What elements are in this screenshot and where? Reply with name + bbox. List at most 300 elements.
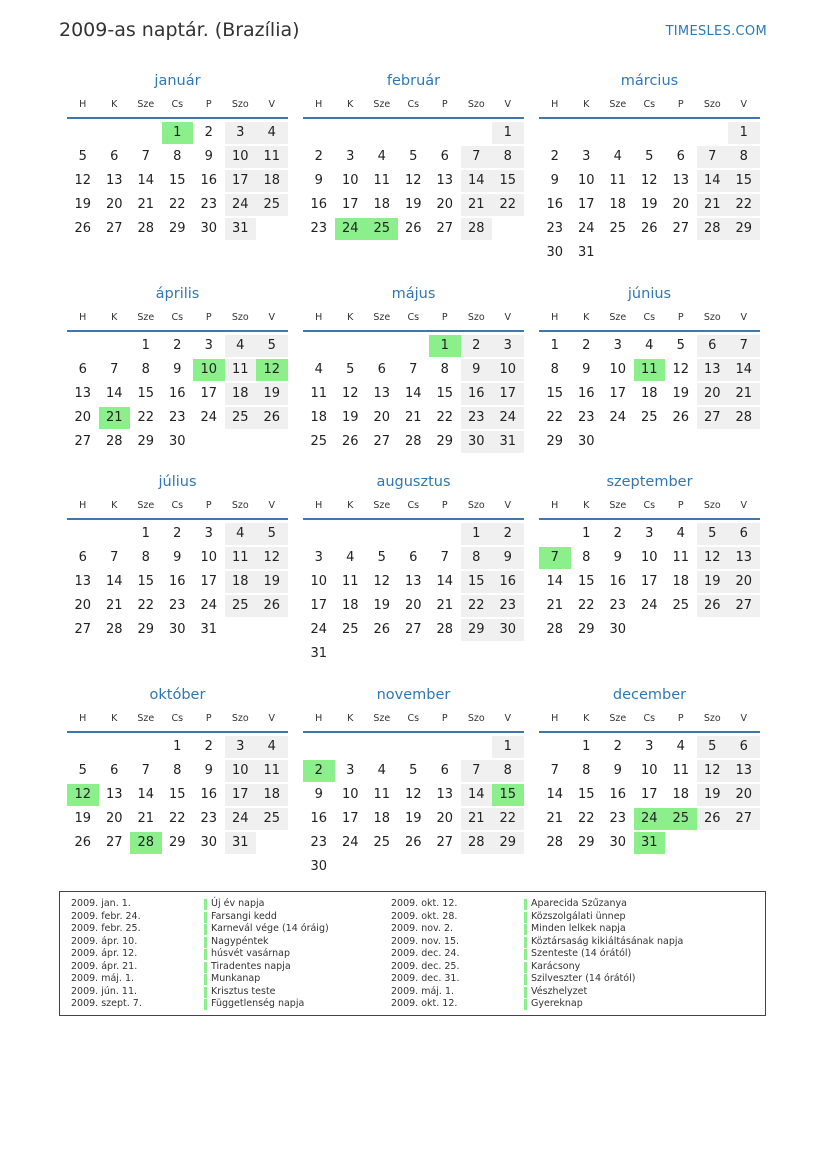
header-rule (539, 330, 760, 332)
weekday-label: K (111, 99, 118, 110)
weekday-label: H (315, 99, 323, 110)
weekday-label: Sze (373, 312, 391, 323)
day-cell: 4 (645, 338, 654, 353)
legend-marker (524, 987, 527, 998)
day-cell: 17 (225, 170, 257, 192)
legend-marker (524, 949, 527, 960)
day-cell: 4 (256, 736, 288, 758)
weekday-header (303, 713, 524, 727)
day-cell: 29 (436, 434, 454, 449)
weekday-label: Szo (467, 713, 485, 724)
weekday-label: V (740, 99, 747, 110)
day-cell: 22 (436, 410, 454, 425)
weekday-label: P (441, 713, 448, 724)
weekday-label: Cs (643, 99, 656, 110)
day-cell: 22 (168, 197, 186, 212)
weekday-label: P (205, 713, 212, 724)
day-cell: 3 (492, 335, 524, 357)
day-cell: 23 (310, 221, 328, 236)
day-cell: 10 (577, 173, 595, 188)
weekday-label: H (79, 713, 87, 724)
legend-marker (524, 937, 527, 948)
day-cell: 28 (404, 434, 422, 449)
day-cell: 10 (341, 173, 359, 188)
legend-date: 2009. dec. 24. (391, 948, 460, 959)
holiday-day-cell: 10 (193, 359, 225, 381)
weekday-label: K (111, 713, 118, 724)
day-cell: 12 (640, 173, 658, 188)
day-cell: 13 (728, 760, 760, 782)
weekday-label: V (268, 500, 275, 511)
legend-name: Vészhelyzet (531, 985, 588, 997)
day-cell: 14 (436, 574, 454, 589)
weekday-label: V (268, 312, 275, 323)
day-cell: 17 (341, 197, 359, 212)
day-cell: 11 (609, 173, 627, 188)
day-cell: 13 (697, 359, 729, 381)
legend-date: 2009. okt. 12. (391, 998, 458, 1009)
day-cell: 14 (546, 787, 564, 802)
legend-name: Aparecida Szűzanya (531, 898, 627, 909)
weekday-label: H (315, 713, 323, 724)
day-cell: 27 (672, 221, 690, 236)
day-cell: 15 (577, 787, 595, 802)
holiday-day-cell: 25 (665, 808, 697, 830)
legend-date: 2009. dec. 25. (391, 960, 460, 972)
weekday-label: H (551, 99, 559, 110)
day-cell: 18 (225, 383, 257, 405)
day-cell: 25 (310, 434, 328, 449)
day-cell: 6 (110, 149, 119, 164)
header-rule (67, 117, 288, 119)
day-cell: 25 (341, 622, 359, 637)
legend-name: Köztársaság kikiáltásának napja (531, 935, 684, 947)
legend-marker (204, 987, 207, 998)
day-cell: 24 (577, 221, 595, 236)
day-cell: 5 (676, 338, 685, 353)
day-cell: 17 (225, 784, 257, 806)
header-rule (67, 731, 288, 733)
day-cell: 4 (676, 526, 685, 541)
legend-date: 2009. jan. 1. (71, 898, 131, 909)
legend-row (391, 998, 711, 1011)
weekday-label: Sze (609, 713, 627, 724)
day-cell: 1 (461, 523, 493, 545)
day-cell: 12 (74, 173, 92, 188)
legend-row (71, 998, 391, 1011)
day-cell: 15 (461, 571, 493, 593)
day-cell: 18 (310, 410, 328, 425)
day-cell: 10 (640, 763, 658, 778)
weekday-label: Szo (231, 99, 249, 110)
holiday-day-cell: 11 (634, 359, 666, 381)
day-cell: 15 (728, 170, 760, 192)
day-cell: 9 (314, 173, 323, 188)
day-cell: 30 (200, 221, 218, 236)
weekday-label: Sze (137, 99, 155, 110)
weekday-header (67, 312, 288, 326)
day-cell: 2 (173, 526, 182, 541)
day-cell: 14 (105, 386, 123, 401)
weekday-label: K (111, 312, 118, 323)
day-cell: 20 (373, 410, 391, 425)
day-cell: 3 (346, 763, 355, 778)
weekday-label: H (315, 312, 323, 323)
day-cell: 9 (173, 362, 182, 377)
weekday-label: P (441, 312, 448, 323)
day-cell: 3 (582, 149, 591, 164)
day-cell: 20 (697, 383, 729, 405)
day-cell: 21 (461, 194, 493, 216)
day-cell: 25 (373, 835, 391, 850)
weekday-label: K (583, 312, 590, 323)
day-cell: 13 (105, 173, 123, 188)
legend-date: 2009. máj. 1. (71, 973, 135, 984)
day-cell: 9 (613, 763, 622, 778)
weekday-header (303, 99, 524, 113)
holiday-day-cell: 25 (366, 218, 398, 240)
day-cell: 29 (492, 832, 524, 854)
weekday-label: Sze (373, 713, 391, 724)
legend-row (391, 961, 711, 974)
day-cell: 11 (373, 173, 391, 188)
weekday-header (539, 713, 760, 727)
legend-row (71, 986, 391, 999)
day-cell: 16 (200, 173, 218, 188)
day-cell: 20 (74, 598, 92, 613)
weekday-label: Sze (609, 99, 627, 110)
day-cell: 30 (168, 622, 186, 637)
day-cell: 3 (225, 122, 257, 144)
day-cell: 13 (74, 386, 92, 401)
legend-row (391, 948, 711, 961)
day-cell: 30 (577, 434, 595, 449)
day-cell: 15 (137, 386, 155, 401)
weekday-label: P (205, 500, 212, 511)
day-cell: 4 (613, 149, 622, 164)
day-cell: 14 (461, 784, 493, 806)
legend-marker (524, 899, 527, 910)
day-cell: 8 (728, 146, 760, 168)
day-cell: 23 (546, 221, 564, 236)
day-cell: 6 (377, 362, 386, 377)
weekday-label: Cs (171, 713, 184, 724)
day-cell: 22 (168, 811, 186, 826)
day-cell: 4 (377, 149, 386, 164)
day-cell: 27 (728, 808, 760, 830)
weekday-label: P (677, 99, 684, 110)
day-cell: 6 (697, 335, 729, 357)
weekday-label: Sze (137, 500, 155, 511)
weekday-label: Cs (171, 500, 184, 511)
day-cell: 4 (256, 122, 288, 144)
weekday-label: Szo (703, 312, 721, 323)
legend-name: Új év napja (211, 898, 265, 909)
day-cell: 8 (173, 149, 182, 164)
day-cell: 20 (728, 784, 760, 806)
day-cell: 20 (436, 197, 454, 212)
weekday-label: K (347, 713, 354, 724)
day-cell: 28 (728, 407, 760, 429)
day-cell: 23 (168, 410, 186, 425)
day-cell: 7 (697, 146, 729, 168)
legend-marker (524, 962, 527, 973)
day-cell: 25 (256, 808, 288, 830)
weekday-label: K (347, 312, 354, 323)
legend-name: Gyereknap (531, 998, 583, 1009)
day-cell: 14 (461, 170, 493, 192)
day-cell: 10 (609, 362, 627, 377)
day-cell: 10 (225, 146, 257, 168)
day-cell: 13 (404, 574, 422, 589)
day-cell: 14 (105, 574, 123, 589)
day-cell: 19 (256, 571, 288, 593)
day-cell: 15 (137, 574, 155, 589)
legend-date: 2009. dec. 31. (391, 973, 460, 984)
day-cell: 7 (141, 763, 150, 778)
day-cell: 17 (640, 574, 658, 589)
day-cell: 14 (137, 787, 155, 802)
day-cell: 6 (110, 763, 119, 778)
holiday-day-cell: 2 (303, 760, 335, 782)
weekday-label: Sze (137, 713, 155, 724)
day-cell: 24 (492, 407, 524, 429)
day-cell: 27 (105, 835, 123, 850)
day-cell: 10 (640, 550, 658, 565)
holiday-day-cell: 28 (130, 832, 162, 854)
day-cell: 7 (461, 760, 493, 782)
day-cell: 20 (404, 598, 422, 613)
day-cell: 22 (492, 194, 524, 216)
legend-name: Karnevál vége (14 óráig) (211, 923, 329, 934)
day-cell: 1 (141, 526, 150, 541)
day-cell: 15 (168, 787, 186, 802)
day-cell: 20 (105, 811, 123, 826)
day-cell: 7 (461, 146, 493, 168)
header-rule (539, 117, 760, 119)
day-cell: 28 (546, 835, 564, 850)
day-cell: 31 (200, 622, 218, 637)
day-cell: 5 (409, 763, 418, 778)
holiday-day-cell: 21 (99, 407, 131, 429)
day-cell: 25 (256, 194, 288, 216)
day-cell: 16 (168, 574, 186, 589)
day-cell: 27 (436, 835, 454, 850)
day-cell: 4 (225, 523, 257, 545)
day-cell: 27 (373, 434, 391, 449)
day-cell: 27 (105, 221, 123, 236)
day-cell: 16 (310, 811, 328, 826)
day-cell: 26 (404, 835, 422, 850)
day-cell: 21 (137, 197, 155, 212)
day-cell: 13 (436, 787, 454, 802)
weekday-label: Szo (467, 500, 485, 511)
day-cell: 10 (492, 359, 524, 381)
day-cell: 14 (697, 170, 729, 192)
day-cell: 18 (373, 811, 391, 826)
day-cell: 24 (640, 598, 658, 613)
day-cell: 7 (550, 763, 559, 778)
weekday-header (303, 312, 524, 326)
day-cell: 9 (461, 359, 493, 381)
day-cell: 18 (373, 197, 391, 212)
day-cell: 24 (200, 410, 218, 425)
legend-date: 2009. szept. 7. (71, 998, 142, 1009)
legend-row (71, 961, 391, 974)
weekday-label: Cs (643, 713, 656, 724)
month-name: szeptember (606, 474, 693, 490)
day-cell: 24 (225, 194, 257, 216)
day-cell: 12 (341, 386, 359, 401)
legend-date: 2009. okt. 12. (391, 898, 458, 909)
day-cell: 30 (609, 622, 627, 637)
month-name: augusztus (376, 474, 451, 490)
header-rule (67, 330, 288, 332)
weekday-label: Szo (467, 312, 485, 323)
day-cell: 13 (74, 574, 92, 589)
legend-name: Szenteste (14 órától) (531, 948, 632, 959)
day-cell: 28 (137, 221, 155, 236)
day-cell: 26 (74, 835, 92, 850)
day-cell: 21 (728, 383, 760, 405)
day-cell: 12 (672, 362, 690, 377)
weekday-label: P (677, 312, 684, 323)
day-cell: 2 (582, 338, 591, 353)
day-cell: 30 (492, 619, 524, 641)
day-cell: 11 (341, 574, 359, 589)
legend-row (71, 911, 391, 924)
weekday-label: Sze (137, 312, 155, 323)
legend-marker (204, 912, 207, 923)
brand-link[interactable]: TIMESLES.COM (665, 24, 767, 39)
day-cell: 24 (225, 808, 257, 830)
day-cell: 1 (492, 122, 524, 144)
day-cell: 5 (645, 149, 654, 164)
day-cell: 29 (577, 622, 595, 637)
weekday-label: P (441, 99, 448, 110)
legend-marker (204, 899, 207, 910)
weekday-label: H (551, 500, 559, 511)
weekday-label: V (740, 312, 747, 323)
legend-date: 2009. nov. 2. (391, 923, 454, 934)
day-cell: 15 (436, 386, 454, 401)
legend-date: 2009. jún. 11. (71, 985, 138, 997)
day-cell: 21 (546, 811, 564, 826)
day-cell: 16 (609, 787, 627, 802)
day-cell: 26 (640, 221, 658, 236)
day-cell: 8 (141, 550, 150, 565)
weekday-label: H (79, 500, 87, 511)
day-cell: 21 (546, 598, 564, 613)
day-cell: 7 (141, 149, 150, 164)
weekday-label: Cs (171, 99, 184, 110)
legend-name: Nagypéntek (211, 935, 269, 947)
day-cell: 18 (225, 571, 257, 593)
day-cell: 25 (225, 407, 257, 429)
day-cell: 26 (404, 221, 422, 236)
day-cell: 23 (609, 811, 627, 826)
holiday-day-cell: 7 (539, 547, 571, 569)
weekday-label: V (268, 713, 275, 724)
day-cell: 16 (546, 197, 564, 212)
day-cell: 1 (582, 526, 591, 541)
day-cell: 23 (577, 410, 595, 425)
holiday-day-cell: 1 (162, 122, 194, 144)
weekday-label: P (205, 99, 212, 110)
day-cell: 10 (341, 787, 359, 802)
day-cell: 16 (461, 383, 493, 405)
weekday-header (67, 713, 288, 727)
holiday-day-cell: 24 (634, 808, 666, 830)
weekday-label: Szo (231, 312, 249, 323)
day-cell: 16 (492, 571, 524, 593)
day-cell: 19 (672, 386, 690, 401)
day-cell: 30 (609, 835, 627, 850)
day-cell: 14 (546, 574, 564, 589)
day-cell: 3 (645, 526, 654, 541)
weekday-label: P (441, 500, 448, 511)
day-cell: 23 (492, 595, 524, 617)
day-cell: 1 (550, 338, 559, 353)
day-cell: 24 (341, 835, 359, 850)
weekday-label: Cs (407, 713, 420, 724)
day-cell: 31 (225, 832, 257, 854)
day-cell: 13 (728, 547, 760, 569)
day-cell: 18 (609, 197, 627, 212)
day-cell: 14 (404, 386, 422, 401)
day-cell: 20 (105, 197, 123, 212)
day-cell: 18 (256, 170, 288, 192)
day-cell: 22 (577, 811, 595, 826)
day-cell: 5 (697, 523, 729, 545)
day-cell: 6 (440, 763, 449, 778)
weekday-label: V (504, 713, 511, 724)
day-cell: 31 (225, 218, 257, 240)
weekday-label: Cs (643, 312, 656, 323)
day-cell: 17 (200, 574, 218, 589)
day-cell: 21 (461, 808, 493, 830)
day-cell: 18 (640, 386, 658, 401)
day-cell: 20 (74, 410, 92, 425)
day-cell: 3 (613, 338, 622, 353)
day-cell: 14 (137, 173, 155, 188)
day-cell: 8 (141, 362, 150, 377)
day-cell: 16 (577, 386, 595, 401)
day-cell: 11 (225, 359, 257, 381)
day-cell: 23 (168, 598, 186, 613)
day-cell: 25 (225, 595, 257, 617)
day-cell: 8 (440, 362, 449, 377)
day-cell: 22 (137, 598, 155, 613)
day-cell: 28 (461, 218, 493, 240)
day-cell: 23 (609, 598, 627, 613)
day-cell: 22 (492, 808, 524, 830)
day-cell: 21 (697, 194, 729, 216)
day-cell: 19 (373, 598, 391, 613)
day-cell: 7 (728, 335, 760, 357)
day-cell: 5 (256, 335, 288, 357)
month-name: december (612, 687, 687, 703)
day-cell: 1 (728, 122, 760, 144)
day-cell: 23 (200, 811, 218, 826)
weekday-label: Szo (703, 99, 721, 110)
day-cell: 16 (609, 574, 627, 589)
day-cell: 3 (645, 739, 654, 754)
day-cell: 31 (310, 646, 328, 661)
day-cell: 19 (74, 197, 92, 212)
day-cell: 19 (640, 197, 658, 212)
day-cell: 7 (440, 550, 449, 565)
